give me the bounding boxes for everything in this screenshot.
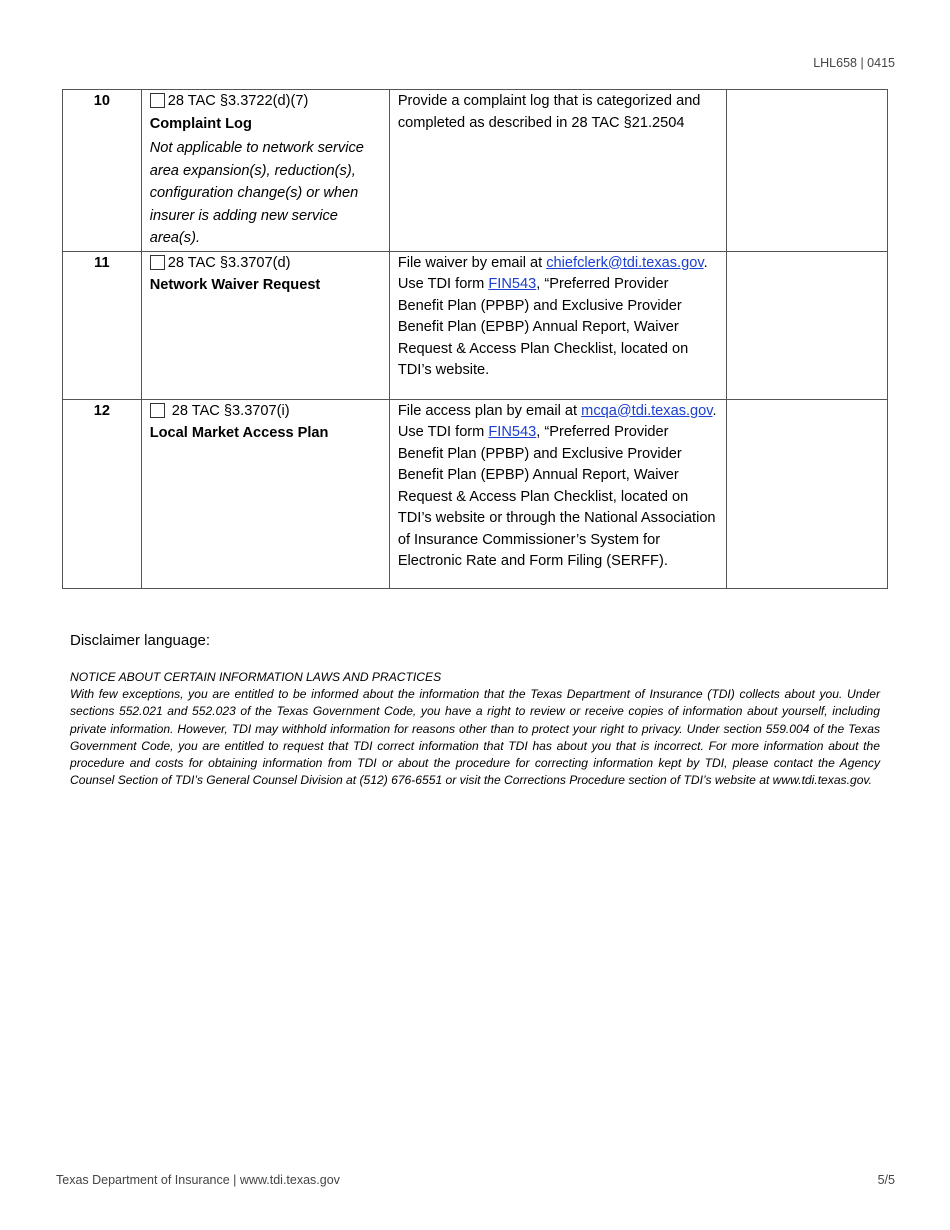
row-number: 10: [63, 90, 142, 252]
citation: 28 TAC §3.3722(d)(7): [167, 93, 309, 109]
requirement-cell: [141, 399, 389, 588]
notes-cell: [726, 399, 887, 588]
page-number: 5/5: [877, 1173, 895, 1187]
citation: 28 TAC §3.3707(i): [171, 402, 290, 419]
description-cell: [389, 399, 726, 588]
form-code: LHL658 | 0415: [813, 56, 895, 70]
requirement-title: Complaint Log: [149, 115, 252, 132]
description-text: , “Preferred Provider Benefit Plan (PPBP) and Exclusive Provider Benefit Plan (EPBP) Annual Report, Waiver Request & Access Plan Checklist, located on TDI’s website or through the National Association of Insurance Commissioner’s System for Electronic Rate and Form Filing (SERFF).: [397, 424, 716, 569]
checkbox[interactable]: [150, 403, 165, 418]
description-text: File waiver by email at: [397, 254, 547, 271]
description-text: . Use TDI form: [397, 254, 708, 292]
checkbox[interactable]: [150, 255, 165, 270]
requirement-cell: [141, 251, 389, 399]
requirement-note: Not applicable to network service area expansion(s), reduction(s), configuration change(s) or when insurer is adding new service area(s).: [149, 140, 364, 246]
table-row: [63, 251, 888, 399]
requirements-table: [62, 89, 888, 589]
citation: 28 TAC §3.3707(d): [167, 254, 291, 271]
table-row: [63, 90, 888, 252]
checkbox[interactable]: [150, 93, 165, 108]
form-link[interactable]: FIN543: [488, 424, 537, 440]
notice-body: With few exceptions, you are entitled to be informed about the information that the Texas Department of Insurance (TDI) collects about you. Under sections 552.021 and 552.023 of the Texas Government Code, you have a right to review or receive copies of information about yourself, including private information. However, TDI may withhold information for reasons other than to protect your right to privacy. Under section 559.004 of the Texas Government Code, you are entitled to request that TDI correct information that TDI has about you that is incorrect. For more information about the procedure and costs for obtaining information from TDI or about the procedure for correcting information kept by TDI, please contact the Agency Counsel Section of TDI’s General Counsel Division at (512) 676-6551 or visit the Corrections Procedure section of TDI’s website at www.tdi.texas.gov.: [70, 687, 880, 788]
email-link[interactable]: mcqa@tdi.texas.gov: [581, 402, 713, 419]
row-number: 11: [63, 251, 142, 399]
notes-cell: [726, 251, 887, 399]
description-cell: [389, 90, 726, 252]
requirement-title: Local Market Access Plan: [149, 425, 329, 441]
description-cell: [389, 251, 726, 399]
privacy-notice: [70, 669, 880, 789]
requirement-cell: [141, 90, 389, 252]
requirement-title: Network Waiver Request: [149, 277, 321, 293]
form-link[interactable]: FIN543: [488, 276, 537, 292]
email-link[interactable]: chiefclerk@tdi.texas.gov: [546, 254, 704, 271]
notes-cell: [726, 90, 887, 252]
description-text: Provide a complaint log that is categorized and completed as described in 28 TAC §21.2504: [397, 93, 701, 131]
description-text: , “Preferred Provider Benefit Plan (PPBP) and Exclusive Provider Benefit Plan (EPBP) Annual Report, Waiver Request & Access Plan Checklist, located on TDI’s website.: [397, 276, 689, 378]
table-row: [63, 399, 888, 588]
description-text: File access plan by email at: [397, 402, 582, 419]
disclaimer-heading: Disclaimer language:: [70, 632, 211, 649]
notice-title: NOTICE ABOUT CERTAIN INFORMATION LAWS AND PRACTICES: [70, 670, 442, 684]
description-text: . Use TDI form: [397, 402, 717, 440]
footer-agency: Texas Department of Insurance | www.tdi.texas.gov: [56, 1173, 340, 1187]
row-number: 12: [63, 399, 142, 588]
